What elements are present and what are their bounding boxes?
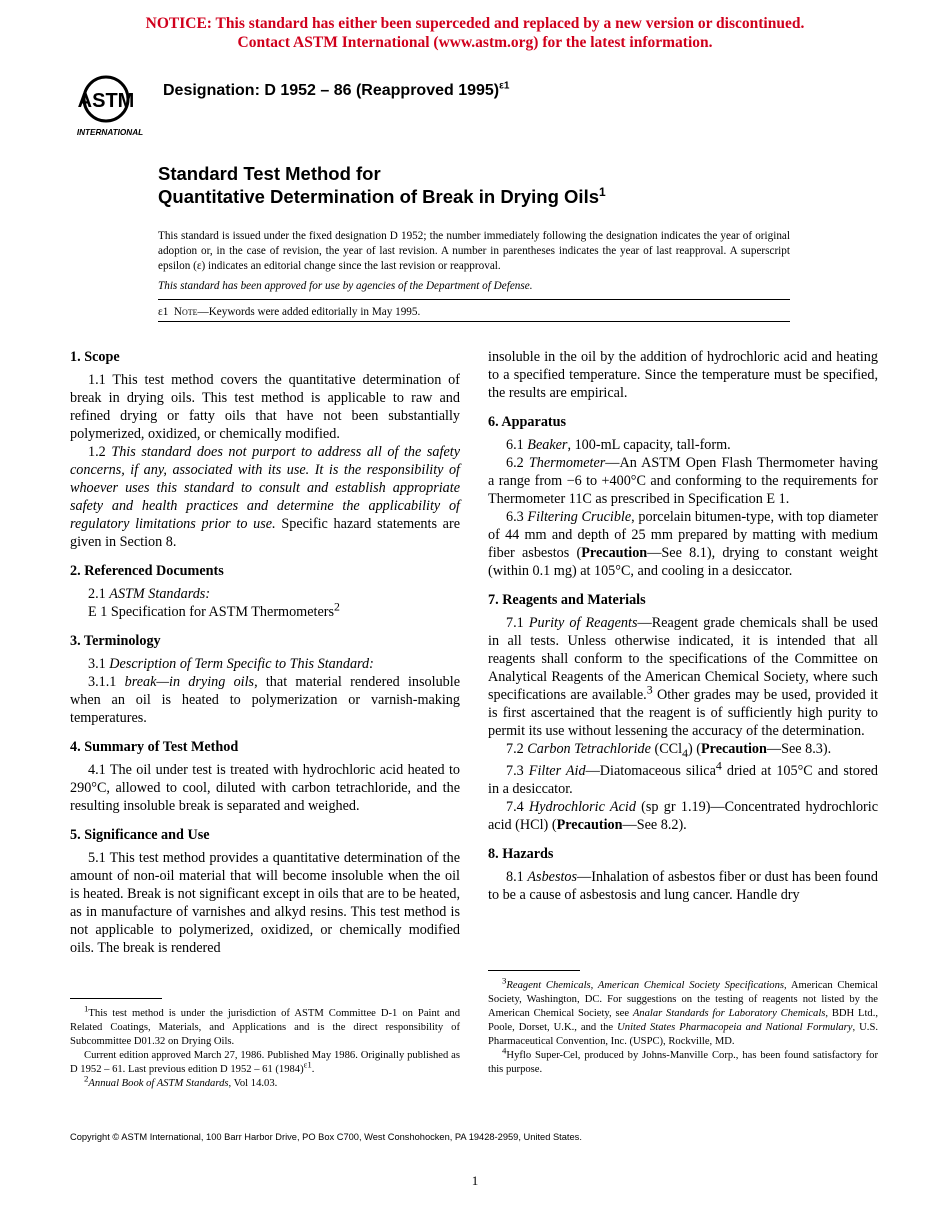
para-2-1: 2.1 ASTM Standards:	[88, 586, 211, 602]
logo-international: INTERNATIONAL	[76, 128, 144, 137]
para-7-4: 7.4 Hydrochloric Acid (sp gr 1.19)—Concentrated hydrochloric acid (HCl) (Precaution—See 8.2).	[488, 798, 878, 833]
astm-logo-icon	[70, 70, 150, 138]
para-3-1: 3.1 Description of Term Specific to This Standard:	[88, 656, 374, 672]
para-7-3: 7.3 Filter Aid—Diatomaceous silica$^4$ dried at 105°C and stored in a desiccator.	[488, 758, 878, 797]
footnote-2: $^2$Annual Book of ASTM Standards, Vol 14.03.	[84, 1073, 278, 1089]
logo-mark: ASTM	[77, 90, 135, 112]
para-4-1: 4.1 The oil under test is treated with hydrochloric acid heated to 290°C, allowed to cool, diluted with carbon tetrachloride, and the resulting insoluble break is separated and weighed.	[70, 762, 460, 814]
designation: Designation: D 1952 – 86 (Reapproved 1995)$^{\varepsilon 1}$	[163, 80, 510, 99]
notice-line-2: Contact ASTM International (www.astm.org) for the latest information.	[237, 34, 713, 51]
section-apparatus-heading: 6. Apparatus	[488, 414, 567, 430]
title-line-1: Standard Test Method for	[158, 163, 381, 184]
footnote-rule-right	[488, 970, 580, 971]
para-8-1: 8.1 Asbestos—Inhalation of asbestos fiber or dust has been found to be a cause of asbestosis and lung cancer. Handle dry	[488, 868, 878, 903]
footnote-4: $^4$Hyflo Super-Cel, produced by Johns-Manville Corp., has been found satisfactory for this purpose.	[488, 1045, 878, 1075]
para-7-1: 7.1 Purity of Reagents—Reagent grade chemicals shall be used in all tests. Unless otherwise indicated, it is intended that all reagents shall conform to the specifications of the Committee on Analytical Reagents of the American Chemical Society, where such specifications are available.$^3$ Other grades may be used, provided it is first ascertained that the reagent is of sufficiently high purity to permit its use without lessening the accuracy of the determination.	[488, 615, 879, 739]
footnote-1b: Current edition approved March 27, 1986. Published May 1986. Originally published as D 1952 – 61. Last previous edition D 1952 – 61 $(1984)^{\varepsilon 1}$.	[70, 1050, 460, 1075]
copyright-footer: Copyright © ASTM International, 100 Barr Harbor Drive, PO Box C700, West Conshohocken, PA 19428-2959, United States.	[70, 1132, 582, 1142]
section-refdocs-heading: 2. Referenced Documents	[70, 563, 224, 579]
para-6-2: 6.2 Thermometer—An ASTM Open Flash Thermometer having a range from −6 to +400°C and conforming to the requirements for Thermometer 11C as prescribed in Specification E 1.	[488, 455, 879, 507]
section-summary-heading: 4. Summary of Test Method	[70, 739, 239, 755]
para-6-1: 6.1 Beaker, 100-mL capacity, tall-form.	[506, 437, 731, 453]
title-line-2: Quantitative Determination of Break in Drying Oils$^1$	[158, 184, 606, 207]
footnote-rule-left	[70, 998, 162, 999]
page-number: 1	[471, 1173, 479, 1188]
divider-bottom	[158, 321, 790, 322]
notice-banner	[0, 14, 950, 52]
defense-note: This standard has been approved for use by agencies of the Department of Defense.	[158, 280, 533, 292]
notice-line-1: NOTICE: This standard has either been superceded and replaced by a new version or discontinued.	[145, 15, 805, 32]
section-significance-heading: 5. Significance and Use	[70, 827, 210, 843]
right-column	[488, 348, 878, 904]
footnotes-right	[488, 975, 879, 1077]
para-3-1-1: 3.1.1 break—in drying oils, that material rendered insoluble when an oil is heated to polymerization or varnish-making temperatures.	[70, 674, 460, 726]
para-7-2: 7.2 Carbon Tetrachloride (CCl$_4$) (Precaution—See 8.3).	[506, 741, 832, 760]
para-5-1-continued: insoluble in the oil by the addition of hydrochloric acid and heating to a specified temperature. Since the temperature must be specified, the results are empirical.	[488, 349, 878, 401]
preamble: This standard is issued under the fixed designation D 1952; the number immediately following the designation indicates the year of original adoption or, in the case of revision, the year of last revision. A number in parentheses indicates the year of last reapproval. A superscript epsilon (ε) indicates an editorial change since the last revision or reapproval.	[158, 230, 790, 272]
footnote-3: $^3$Reagent Chemicals, American Chemical Society Specifications, American Chemical Society, Washington, DC. For suggestions on the testing of reagents not listed by the American Chemical Society, see Analar Standards for Laboratory Chemicals, BDH Ltd., Poole, Dorset, U.K., and the United States Pharmacopeia and National Formulary, U.S. Pharmaceutical Convention, Inc. (USPC), Rockville, MD.	[488, 975, 879, 1047]
left-column	[70, 348, 460, 957]
epsilon-note: ε1 Note—Keywords were added editorially in May 1995.	[158, 306, 421, 318]
section-reagents-heading: 7. Reagents and Materials	[488, 592, 646, 608]
para-6-3: 6.3 Filtering Crucible, porcelain bitumen-type, with top diameter of 44 mm and depth of 25 mm prepared by matting with medium fiber asbestos (Precaution—See 8.1), drying to constant weight (within 0.1 mg) at 105°C, and cooling in a desiccator.	[488, 509, 879, 579]
para-e1: E 1 Specification for ASTM Thermometers$^2$	[88, 599, 340, 620]
document-title	[158, 162, 606, 208]
designation-epsilon: ε1	[499, 80, 510, 92]
footnotes-left	[70, 1003, 460, 1091]
divider-top	[158, 299, 790, 300]
section-terminology-heading: 3. Terminology	[70, 633, 161, 649]
section-hazards-heading: 8. Hazards	[488, 845, 554, 862]
footnote-1: $^1$This test method is under the jurisdiction of ASTM Committee D-1 on Paint and Related Coatings, Materials, and Applications and is the direct responsibility of Subcommittee D01.32 on Drying Oils.	[70, 1003, 460, 1047]
para-1-1: 1.1 This test method covers the quantitative determination of break in drying oils. This test method is applicable to raw and refined drying or fatty oils that have not been substantially polymerized, oxidized, or chemically modified.	[70, 372, 460, 442]
section-scope-heading: 1. Scope	[70, 349, 120, 365]
para-1-2: 1.2 This standard does not purport to address all of the safety concerns, if any, associated with its use. It is the responsibility of whoever uses this standard to consult and establish appropriate safety and health practices and determine the applicability of regulatory limitations prior to use. Specific hazard statements are given in Section 8.	[70, 444, 461, 550]
para-5-1: 5.1 This test method provides a quantitative determination of the amount of non-oil material that will become insoluble when the oil is heated. Break is not significant except in oils that are to be heated, as in manufacture of varnishes and alkyd resins. This test method is not applicable to polymerized, oxidized, or chemically modified oils. The break is rendered	[70, 850, 460, 956]
